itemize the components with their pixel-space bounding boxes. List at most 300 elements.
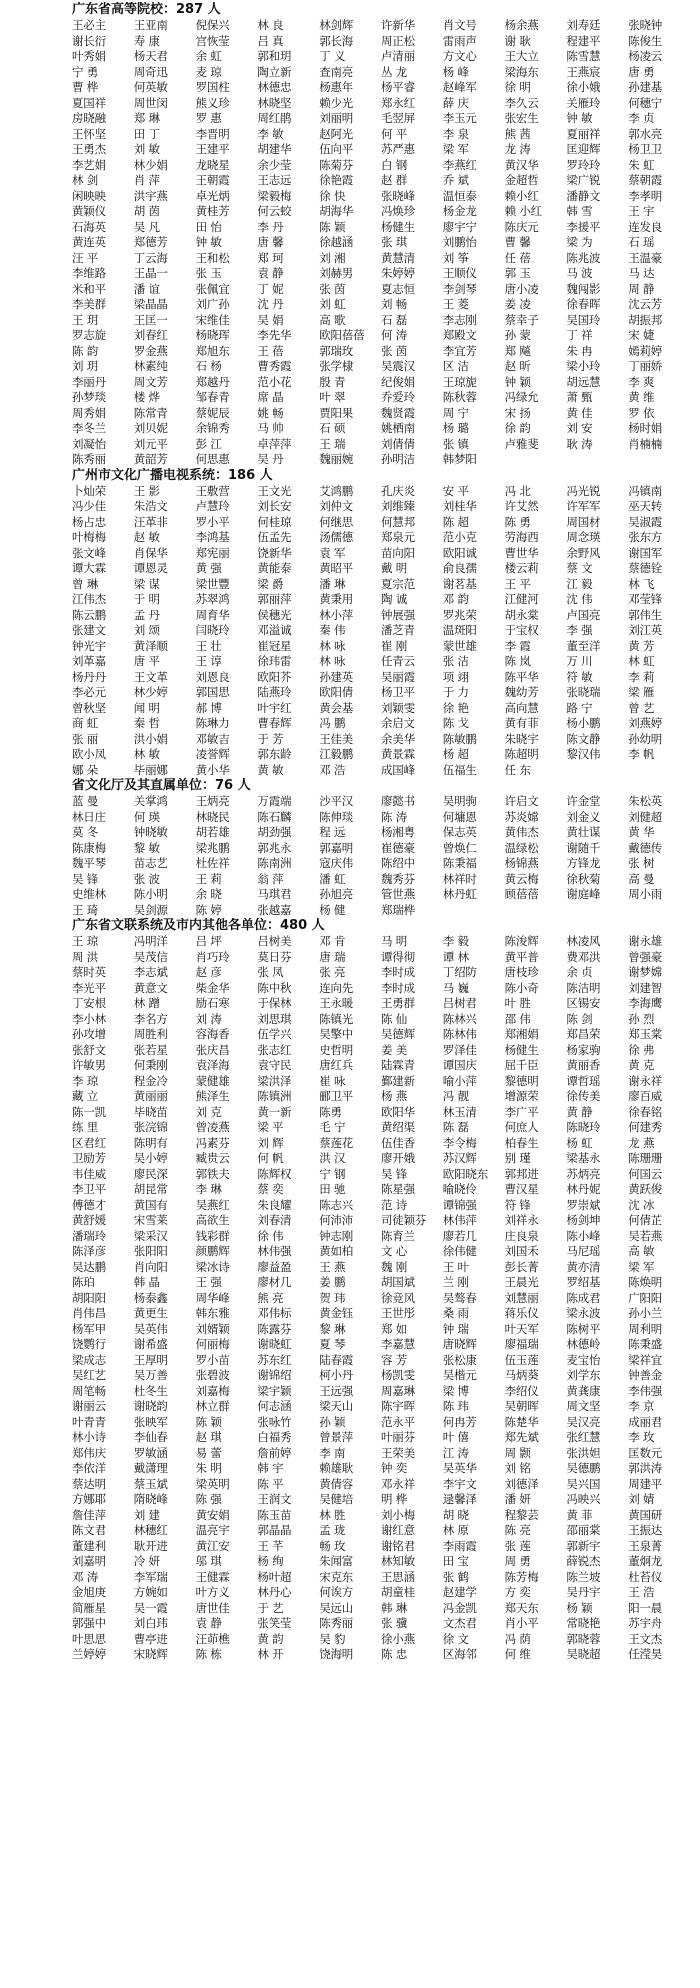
person-name: 崔 咏	[319, 1073, 346, 1088]
person-name: 林小诗	[72, 1430, 106, 1444]
person-name: 唐 勇	[628, 64, 655, 79]
person-name: 黄舒媛	[72, 1213, 106, 1227]
person-name: 刘贝妮	[133, 421, 168, 435]
person-name: 刘寿廷	[566, 18, 601, 32]
person-name: 杨小鹏	[566, 716, 601, 730]
person-name: 朱晓宇	[504, 731, 539, 746]
person-name: 娜 朵	[72, 762, 99, 777]
person-name: 伍向平	[319, 142, 354, 156]
person-name: 张舒文	[72, 1042, 106, 1057]
person-name: 何墉恩	[442, 809, 477, 824]
person-name: 赖 小红	[504, 204, 542, 218]
person-name: 陈成君	[566, 1290, 601, 1305]
person-name: 谢国军	[628, 545, 663, 560]
person-name: 梁 爵	[257, 576, 284, 591]
person-name: 沙平汉	[319, 794, 354, 808]
person-name: 詹佳萍	[72, 1507, 106, 1522]
person-name: 苏炎嫦	[504, 809, 539, 824]
person-name: 陈 婷	[195, 902, 222, 917]
person-name: 郑永红	[380, 95, 415, 110]
person-name: 许启文	[504, 794, 539, 808]
person-name: 喻晓伶	[442, 1182, 477, 1196]
person-name: 董建利	[72, 1538, 106, 1553]
person-name: 陈中秋	[257, 980, 292, 995]
person-name: 符 锋	[504, 1197, 531, 1212]
person-name: 张浣锦	[133, 1120, 168, 1134]
person-name: 孙 颖	[319, 1414, 346, 1429]
person-name: 张 莲	[504, 1538, 531, 1553]
person-name: 杨军甲	[72, 1321, 106, 1336]
person-name: 王朝霞	[195, 173, 230, 187]
person-name: 叶思思	[72, 1631, 106, 1646]
person-name: 黄 克	[628, 1058, 655, 1072]
person-name: 宁 钢	[319, 1166, 346, 1181]
person-name: 余美华	[380, 731, 415, 746]
person-name: 李仙春	[133, 1430, 168, 1444]
person-name: 谢茗基	[442, 576, 477, 591]
person-name: 郑玉棠	[628, 1027, 663, 1041]
person-name: 吴茂信	[133, 949, 168, 964]
person-name: 张 树	[628, 856, 655, 870]
person-name: 林丹虹	[442, 887, 477, 901]
person-name: 林小萍	[319, 607, 354, 622]
person-name: 谭 林	[442, 949, 469, 964]
person-name: 许艾然	[504, 499, 539, 513]
person-name: 陈 亮	[504, 1523, 531, 1537]
person-name: 孟 珑	[319, 1523, 346, 1537]
person-name: 郑伟庆	[72, 1445, 106, 1460]
person-name: 励石寒	[195, 996, 230, 1010]
person-name: 吕 真	[257, 33, 284, 48]
person-name: 范小花	[257, 374, 292, 389]
person-name: 马 明	[380, 934, 408, 948]
person-name: 耿开进	[133, 1538, 168, 1553]
person-name: 曹汉星	[504, 1182, 539, 1196]
person-name: 黄能泰	[257, 561, 292, 575]
person-name: 李 贞	[628, 111, 655, 125]
person-name: 袁 静	[257, 266, 284, 280]
person-name: 吴剑源	[133, 902, 168, 917]
person-name: 杨平睿	[380, 80, 415, 94]
person-name: 姚栖南	[380, 421, 415, 435]
person-name: 谢梦嫦	[628, 965, 663, 979]
person-name: 郑先斌	[504, 1430, 539, 1444]
person-name: 郭强中	[72, 1616, 106, 1630]
person-name: 韩东雅	[195, 1306, 230, 1320]
person-name: 何庶人	[504, 1120, 539, 1134]
person-name: 戴德传	[628, 840, 663, 855]
person-name: 赵 彦	[195, 965, 222, 979]
person-name: 巫天转	[628, 499, 663, 513]
person-name: 韩 琳	[380, 1600, 408, 1615]
person-name: 郭国思	[195, 685, 230, 699]
person-name: 黄云梅	[504, 871, 539, 886]
person-name: 陈秀丽	[319, 1616, 354, 1630]
person-name: 于 力	[442, 685, 469, 699]
person-name: 夏丽祥	[566, 126, 601, 141]
person-name: 王琼旎	[442, 374, 477, 389]
person-name: 胡 茵	[133, 204, 160, 218]
person-name: 黄倩容	[319, 1476, 354, 1491]
person-name: 赵峰军	[442, 80, 477, 94]
person-name: 戴 明	[380, 561, 408, 575]
person-name: 韩梦阳	[442, 452, 477, 466]
person-name: 伍学兴	[257, 1027, 292, 1041]
person-name: 郭和玥	[257, 49, 292, 63]
person-name: 刘祥永	[504, 1213, 539, 1227]
person-name: 吴明驹	[442, 794, 477, 808]
person-name: 熊义珍	[195, 95, 230, 110]
person-name: 朱婷婷	[380, 266, 415, 280]
person-name: 俞良孺	[442, 561, 477, 575]
person-name: 梁洪泽	[257, 1073, 292, 1088]
person-name: 梁基永	[566, 1151, 601, 1165]
person-name: 龙晓星	[195, 157, 230, 172]
person-name: 林剑辉	[319, 18, 354, 32]
person-name: 周育华	[195, 607, 230, 622]
person-name: 陶立新	[257, 64, 292, 79]
person-name: 周小雨	[628, 887, 663, 901]
person-name: 王 琦	[72, 902, 99, 917]
person-name: 谢随千	[566, 840, 601, 855]
person-name: 林知敏	[380, 1554, 415, 1568]
person-name: 罗金燕	[133, 343, 168, 358]
person-name: 肖保华	[133, 545, 168, 560]
person-name: 张 鹤	[442, 1569, 469, 1584]
person-name: 郑泉元	[380, 530, 415, 544]
person-name: 邓溢诚	[257, 623, 292, 637]
person-name: 丁丽娇	[628, 359, 663, 373]
person-name: 苏翠鸿	[195, 592, 230, 606]
person-name: 叶 僖	[442, 1430, 469, 1444]
person-name: 唐世佳	[195, 1600, 230, 1615]
person-name: 张红慧	[566, 1430, 601, 1444]
person-name: 黄秉用	[319, 592, 354, 606]
person-name: 项 翊	[442, 669, 469, 684]
person-name: 成国峰	[380, 762, 415, 777]
person-name: 廖宇宁	[442, 219, 477, 234]
person-name: 蔡莲花	[319, 1135, 354, 1150]
person-name: 蔡玉斌	[133, 1476, 168, 1491]
person-name: 王荣美	[380, 1445, 415, 1460]
person-name: 胡海华	[319, 204, 354, 218]
person-name: 陈云鹏	[72, 607, 106, 622]
person-name: 吴德鹏	[566, 1461, 601, 1475]
person-name: 孙旭亮	[319, 887, 354, 901]
person-name: 万 川	[566, 654, 593, 668]
person-name: 苏宇舟	[628, 1616, 663, 1630]
person-name: 邓敏吉	[195, 731, 230, 746]
person-name: 黄 佳	[566, 405, 593, 420]
person-name: 吴万善	[133, 1368, 168, 1382]
person-name: 肖楠楠	[628, 436, 663, 451]
name-grid	[72, 934, 690, 1663]
person-name: 李时成	[380, 980, 415, 995]
name-grid	[72, 794, 690, 918]
person-name: 王 强	[195, 1275, 222, 1289]
person-name: 王文杰	[628, 1631, 663, 1646]
person-name: 郑旭东	[195, 343, 230, 358]
person-name: 郝 博	[195, 700, 222, 715]
person-name: 冯光锐	[566, 483, 601, 498]
person-name: 郑越丹	[195, 374, 230, 389]
person-name: 黄慧清	[380, 250, 415, 265]
person-name: 何秉刚	[133, 1058, 168, 1072]
person-name: 陈 涛	[380, 809, 408, 824]
person-name: 王 浩	[628, 1585, 655, 1599]
person-name: 郭长海	[319, 33, 354, 48]
person-name: 陈育兰	[380, 1228, 415, 1243]
person-name: 刘建智	[628, 980, 663, 995]
person-name: 吴 锋	[380, 1166, 408, 1181]
person-name: 曾凌燕	[195, 1120, 230, 1134]
person-name: 何英敏	[133, 80, 168, 94]
person-name: 李伟强	[628, 1383, 663, 1398]
person-name: 马琪君	[257, 887, 292, 901]
person-name: 方娜耶	[72, 1492, 106, 1506]
person-name: 黄伟杰	[504, 825, 539, 839]
person-name: 黄跃俊	[628, 1182, 663, 1196]
person-name: 连向先	[319, 980, 354, 995]
person-name: 王晶一	[133, 266, 168, 280]
person-name: 陈勇	[319, 1104, 342, 1119]
person-name: 王 菱	[442, 297, 469, 311]
person-name: 陶 诚	[380, 592, 408, 606]
person-name: 陈明有	[133, 1135, 168, 1150]
person-name: 郑殿文	[442, 328, 477, 342]
person-name: 苏汉辉	[442, 1151, 477, 1165]
person-name: 区 洁	[442, 359, 469, 373]
person-name: 杨健生	[380, 219, 415, 234]
person-name: 陈 颖	[319, 219, 346, 234]
person-name: 冯 鹏	[319, 716, 346, 730]
person-name: 唐红兵	[319, 1058, 354, 1072]
person-name: 周建平	[628, 1476, 663, 1491]
person-name: 何志涵	[257, 1399, 292, 1413]
person-name: 劳海西	[504, 530, 539, 544]
person-name: 胡国斌	[380, 1275, 415, 1289]
person-name: 郭铁夫	[195, 1166, 230, 1181]
person-name: 邓 韵	[442, 592, 469, 606]
person-name: 孔庆炎	[380, 483, 415, 498]
person-name: 毕丽娜	[133, 762, 168, 777]
person-name: 文 心	[380, 1244, 408, 1258]
person-name: 曾景萍	[319, 1430, 354, 1444]
person-name: 夏 琴	[319, 1337, 346, 1351]
person-name: 钟 瑞	[442, 1321, 469, 1336]
person-name: 卢国亮	[566, 607, 601, 622]
person-name: 徐 弗	[628, 1042, 655, 1057]
person-name: 于宝权	[504, 623, 539, 637]
person-name: 吴英华	[442, 1461, 477, 1475]
person-name: 曹世华	[504, 545, 539, 560]
person-name: 王顺仪	[442, 266, 477, 280]
person-name: 黄丽丽	[133, 1089, 168, 1103]
person-name: 赵 群	[380, 173, 408, 187]
person-name: 杨占忠	[72, 514, 106, 529]
person-name: 王 壮	[195, 638, 222, 653]
person-name: 李卫平	[72, 1182, 106, 1196]
person-name: 于 芳	[257, 731, 284, 746]
person-name: 黄桂芳	[195, 204, 230, 218]
person-name: 刘白玮	[133, 1616, 168, 1630]
person-name: 罗小平	[195, 514, 230, 529]
person-name: 杨锦燕	[504, 856, 539, 870]
person-name: 饶海明	[319, 1647, 354, 1661]
person-name: 蔡朝霞	[628, 173, 663, 187]
person-name: 林 蹭	[133, 996, 160, 1010]
person-name: 冷 妍	[133, 1554, 160, 1568]
person-name: 张文峰	[72, 545, 106, 560]
person-name: 张 骥	[380, 1616, 408, 1630]
person-name: 王怀坚	[72, 126, 106, 141]
person-name: 郭邦进	[504, 1166, 539, 1181]
person-name: 朱 冉	[566, 343, 593, 358]
person-name: 何 平	[380, 126, 408, 141]
person-name: 陈焕明	[628, 1275, 663, 1289]
person-name: 黄 韵	[257, 1631, 284, 1646]
person-name: 廖懿书	[380, 794, 415, 808]
person-name: 马 波	[566, 266, 593, 280]
person-name: 李光平	[72, 980, 106, 995]
person-name: 马尼瑶	[566, 1244, 601, 1258]
person-name: 管世燕	[380, 887, 415, 901]
section-title: 广东省高等院校：287 人	[72, 2, 221, 17]
person-name: 郑天东	[504, 1600, 539, 1615]
person-name: 房晓融	[72, 111, 106, 125]
person-name: 黄 强	[195, 561, 222, 575]
person-name: 刘金义	[566, 809, 601, 824]
person-name: 杨 绚	[257, 1554, 284, 1568]
person-name: 黄颖仪	[72, 204, 106, 218]
person-name: 刘燕婷	[628, 716, 663, 730]
person-name: 梁冰诗	[195, 1259, 230, 1274]
person-name: 杨余燕	[504, 18, 539, 32]
section-title: 广东省文联系统及市内其他各单位：480 人	[72, 918, 325, 933]
person-name: 陆霖青	[380, 1058, 415, 1072]
person-name: 苗向阳	[380, 545, 415, 560]
person-name: 钟展强	[380, 607, 415, 622]
person-name: 陈石麟	[257, 809, 292, 824]
person-name: 姜 鹏	[319, 1275, 346, 1289]
person-name: 孙建英	[319, 669, 354, 684]
person-name: 陈珊珊	[628, 1151, 663, 1165]
person-name: 李美群	[72, 297, 106, 311]
person-name: 陆燕玲	[257, 685, 292, 699]
person-name: 张 亮	[319, 965, 346, 979]
person-name: 蓝 曼	[72, 794, 99, 808]
person-name: 张 茵	[380, 343, 408, 358]
person-name: 谭恩灵	[133, 561, 168, 575]
person-name: 李必元	[72, 685, 106, 699]
person-name: 卢雅斐	[504, 436, 539, 451]
person-name: 余 虹	[195, 49, 222, 63]
person-name: 陈超明	[504, 747, 539, 761]
person-name: 孙幼明	[628, 731, 663, 746]
person-name: 刘春清	[257, 1213, 292, 1227]
person-name: 陈小奇	[504, 980, 539, 995]
person-name: 刘国禾	[504, 1244, 539, 1258]
person-name: 张宏生	[504, 111, 539, 125]
person-name: 梁 为	[566, 235, 593, 249]
person-name: 肖巧玲	[195, 949, 230, 964]
person-name: 秦 哲	[133, 716, 160, 730]
person-name: 任青云	[380, 654, 415, 668]
person-name: 陈绍中	[380, 856, 415, 870]
person-name: 石 硕	[319, 421, 346, 435]
person-name: 桑 雨	[442, 1306, 469, 1320]
person-name: 赖雄耿	[319, 1461, 354, 1475]
person-name: 刘 建	[133, 1507, 160, 1522]
person-name: 宋 扬	[504, 405, 531, 420]
person-name: 宋维佳	[195, 312, 230, 327]
person-name: 王志远	[257, 173, 292, 187]
person-name: 夏国祥	[72, 95, 106, 110]
person-name: 安 平	[442, 483, 469, 498]
person-name: 钟善金	[628, 1368, 663, 1382]
person-name: 刘赫男	[319, 266, 354, 280]
person-name: 寇庆伟	[319, 856, 354, 870]
person-name: 梁 平	[257, 1120, 284, 1134]
person-name: 刘颖雯	[380, 700, 415, 715]
person-name: 梁采汉	[133, 1228, 168, 1243]
person-name: 朱 明	[195, 1461, 222, 1475]
person-name: 姜 美	[380, 1042, 408, 1057]
person-name: 梁海东	[504, 64, 539, 79]
person-name: 韩 晶	[133, 1275, 160, 1289]
person-name: 郭洪涛	[628, 1461, 663, 1475]
person-name: 商 虹	[72, 716, 99, 730]
person-name: 沈 冰	[628, 1197, 655, 1212]
person-name: 杨卫平	[380, 685, 415, 699]
section-title: 广州市文化广播电视系统：186 人	[72, 467, 273, 483]
person-name: 王 平	[504, 576, 531, 591]
person-name: 李援平	[566, 219, 601, 234]
person-name: 洪 汉	[319, 1151, 346, 1165]
person-name: 胡童桂	[380, 1585, 415, 1599]
person-name: 萧 甄	[566, 390, 593, 404]
person-name: 张咏竹	[257, 1414, 292, 1429]
person-name: 吴朝晖	[504, 1399, 539, 1413]
person-name: 于 艺	[257, 1600, 284, 1615]
person-name: 吴擎中	[319, 1027, 354, 1041]
person-name: 李志斌	[133, 965, 168, 979]
person-name: 罗兆荣	[442, 607, 477, 622]
person-name: 王 玥	[72, 312, 99, 327]
person-name: 麦宝怡	[566, 1352, 601, 1367]
person-name: 欧阳诚	[442, 545, 477, 560]
person-name: 周嘉琳	[380, 1383, 415, 1398]
person-name: 梁 军	[442, 142, 469, 156]
person-name: 陈晓玲	[566, 1120, 601, 1134]
person-name: 张阳阳	[133, 1244, 168, 1258]
person-name: 张松康	[442, 1352, 477, 1367]
person-name: 赵 昕	[504, 359, 531, 373]
person-name: 嫣莉婷	[628, 343, 663, 358]
person-name: 李 琳	[195, 1182, 222, 1196]
person-name: 黄有菲	[504, 716, 539, 730]
person-name: 温恒泰	[442, 188, 477, 203]
person-name: 饶新华	[257, 545, 292, 560]
person-name: 梁 军	[628, 1259, 655, 1274]
person-name: 陆春霞	[319, 1352, 354, 1367]
person-name: 孙明洁	[380, 452, 415, 466]
person-name: 温绿松	[504, 840, 539, 855]
person-name: 黄小华	[195, 762, 230, 777]
person-name: 杨健生	[504, 1042, 539, 1057]
person-name: 沈云芳	[628, 297, 663, 311]
person-name: 彭长菁	[504, 1259, 539, 1274]
